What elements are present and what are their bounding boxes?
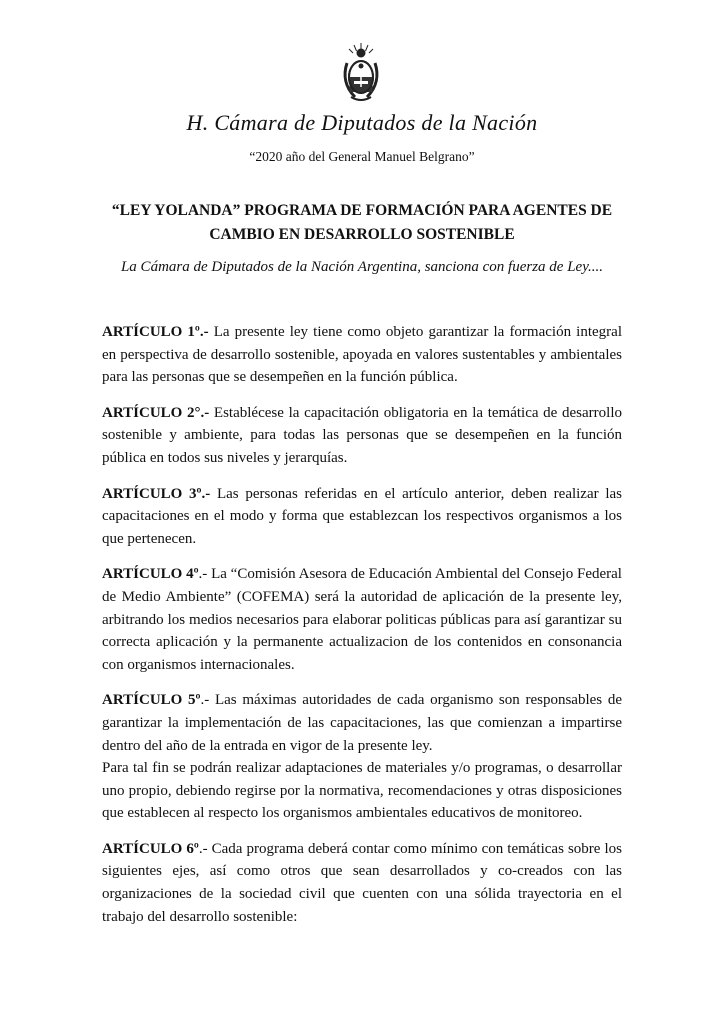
article-label: ARTÍCULO 4º — [102, 566, 199, 583]
article-label: ARTÍCULO 6º — [102, 840, 199, 857]
article-label-dash: .- — [198, 566, 208, 583]
article-3 — [102, 483, 622, 551]
article-text: La “Comisión Asesora de Educación Ambiental del Consejo Federal de Medio Ambiente” (COFEMA) será la autoridad de aplicación de la presente ley, arbitrando los medios necesarios para elaborar politicas públicas para así garantizar su correcta aplicación y la permanente actualizacion de los contenidos en consonancia con organismos internacionales. — [102, 566, 622, 673]
article-5 — [102, 689, 622, 757]
year-motto: “2020 año del General Manuel Belgrano” — [249, 149, 475, 164]
article-text: Las personas referidas en el artículo anterior, deben realizar las capacitaciones en el modo y forma que establezcan los respectivos organismos a los que pertenecen. — [102, 485, 622, 547]
law-title — [90, 199, 634, 247]
article-label: ARTÍCULO 5º — [102, 692, 201, 709]
article-6 — [102, 838, 622, 928]
article-text: Las máximas autoridades de cada organismo son responsables de garantizar la implementación de las capacitaciones, las que comienzan a impartirse dentro del año de la entrada en vigor de la presente ley. — [102, 692, 622, 754]
coat-of-arms-emblem — [341, 41, 381, 103]
article-label: ARTÍCULO 1º.- — [102, 324, 209, 340]
article-5-paragraph-2: Para tal fin se podrán realizar adaptaciones de materiales y/o programas, o desarrollar uno propio, debiendo regirse por la normativa, recomendaciones y otras disposiciones que establecen al respecto los organismos ambientales educativos de monitoreo. — [102, 760, 622, 822]
chamber-title: H. Cámara de Diputados de la Nación — [186, 110, 538, 135]
article-text: Establécese la capacitación obligatoria en la temática de desarrollo sostenible y ambiente, para todas las personas que se desempeñen en la función pública en todos sus niveles y jerarquías. — [102, 404, 623, 466]
article-4 — [102, 563, 622, 676]
article-2 — [102, 402, 622, 470]
article-label: ARTÍCULO 2°.- — [102, 404, 210, 421]
law-title-line-2: CAMBIO EN DESARROLLO SOSTENIBLE — [209, 226, 515, 243]
preamble: La Cámara de Diputados de la Nación Argentina, sanciona con fuerza de Ley.... — [120, 259, 604, 275]
article-text: Cada programa deberá contar como mínimo con temáticas sobre los siguientes ejes, así como otros que sean desarrollados y co-creados con las organizaciones de la sociedad civil que cuenten con una sólida trayectoria en el trabajo del desarrollo sostenible: — [102, 840, 622, 925]
article-label-dash: .- — [198, 840, 208, 857]
article-label-dash: .- — [200, 692, 210, 709]
article-text: La presente ley tiene como objeto garantizar la formación integral en perspectiva de desarrollo sostenible, apoyada en valores sustentables y ambientales para las personas que se desempeñen en la función pública. — [102, 324, 622, 386]
article-label: ARTÍCULO 3º.- — [102, 485, 211, 502]
articles-body — [102, 321, 622, 941]
law-title-line-1: “LEY YOLANDA” PROGRAMA DE FORMACIÓN PARA AGENTES DE — [111, 202, 613, 219]
article-1 — [102, 321, 622, 389]
